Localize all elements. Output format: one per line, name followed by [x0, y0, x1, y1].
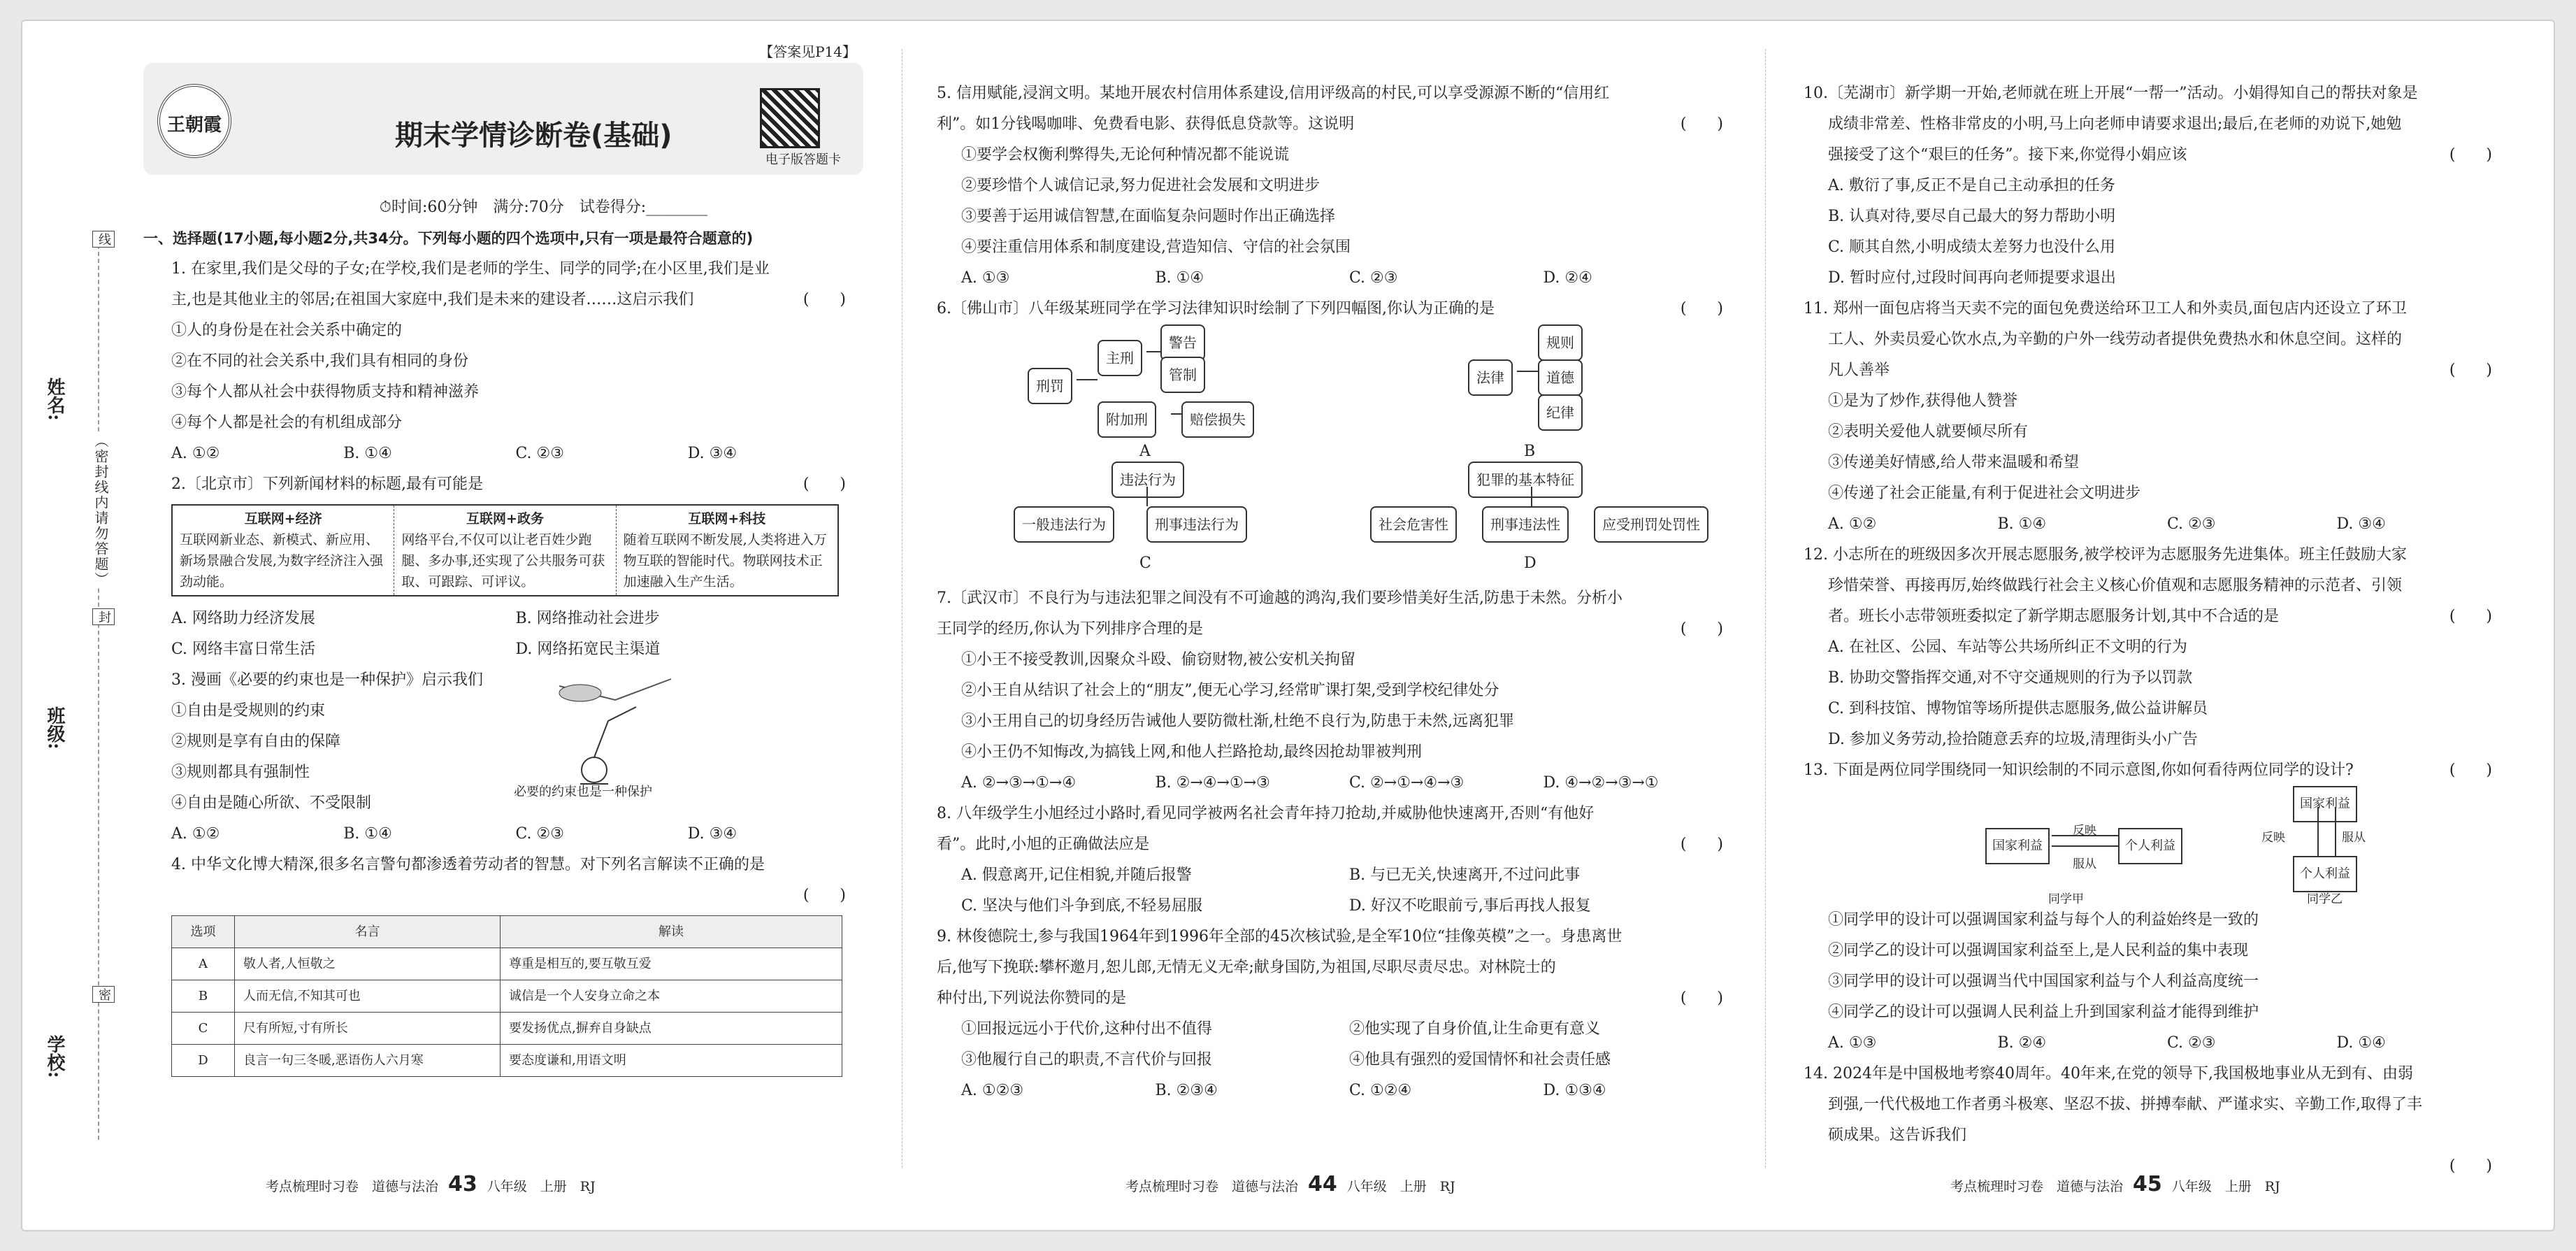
q2-options[interactable]: A. 网络助力经济发展 B. 网络推动社会进步 C. 网络丰富日常生活 D. 网络拓宽民主渠道 — [171, 610, 661, 658]
question-5: 5. 信用赋能,浸润文明。某地开展农村信用体系建设,信用评级高的村民,可以享受源源不断的“信用红 利”。如1分钱喝咖啡、免费看电影、获得低息贷款等。这说明 ( ) ①要学会权衡利弊得失,无论何种情况都不能说谎 ②要珍惜个人诚信记录,努力促进社会发展和文明进步 ③要善于运用诚信智慧,在面临复杂问题时作出正确选择 ④要注重信用体系和制度建设,营造知信、守信的社会氛围 A. ①③ B. ①④ C. ②③ D. ②④ — [937, 78, 1737, 294]
exam-header — [143, 43, 863, 175]
column-2 — [937, 78, 1737, 1106]
question-10: 10.〔芜湖市〕新学期一开始,老师就在班上开展“一帮一”活动。小娟得知自己的帮扶对象是 成绩非常差、性格非常皮的小明,马上向老师申请要求退出;最后,在老师的劝说下,她勉 强接受了这个“艰巨的任务”。接下来,你觉得小娟应该 ( ) A. 敷衍了事,反正不是自己主动承担的任务 B. 认真对待,要尽自己最大的努力帮助小明 C. 顺其自然,小明成绩太差努力也没什么用 D. 暂时应付,过段时间再向老师提要求退出 — [1804, 85, 2492, 287]
seal-mark-feng: 封 — [92, 608, 115, 625]
q11-options[interactable]: A. ①② B. ①④ C. ②③ D. ③④ — [1828, 515, 2386, 533]
q2-material-box: 互联网+经济 互联网新业态、新模式、新应用、新场景融合发展,为数字经济注入强劲动能。 互联网+政务 网络平台,不仅可以让老百姓少跑腿、多办事,还实现了公共服务可获取、可跟踪、可评议。 互联网+科技 随着互联网不断发展,人类将进入万物互联的智能时代。物联网技术正加速融入生产生活。 — [171, 504, 839, 596]
section-title: 一、选择题(17小题,每小题2分,共34分。下列每小题的四个选项中,只有一项是最符合题意的) — [143, 230, 754, 247]
question-11: 11. 郑州一面包店将当天卖不完的面包免费送给环卫工人和外卖员,面包店内还设立了环卫 工人、外卖员爱心饮水点,为辛勤的户外一线劳动者提供免费热水和休息空间。这样的 凡人善举 ( ) ①是为了炒作,获得他人赞誉 ②表明关爱他人就要倾尽所有 ③传递美好情感,给人带来温暖和希望 ④传递了社会正能量,有利于促进社会文明进步 A. ①② B. ①④ C. ②③ D. ③④ — [1804, 294, 2506, 540]
name-label: 姓名: — [44, 378, 65, 421]
exam-title: 期末学情诊断卷(基础) — [395, 120, 672, 152]
column-3 — [1804, 78, 2506, 1182]
question-1: 1. 在家里,我们是父母的子女;在学校,我们是老师的学生、同学的同学;在小区里,我们是业 主,也是其他业主的邻居;在祖国大家庭中,我们是未来的建设者……这启示我们 ( ) ①人的身份是在社会关系中确定的 ②在不同的社会关系中,我们具有相同的身份 ③每个人都从社会中获得物质支持和精神滋养 ④每个人都是社会的有机组成部分 A. ①② B. ①④ C. ②③ D. ③④ — [143, 254, 860, 469]
q9-options[interactable]: A. ①②③ B. ②③④ C. ①②④ D. ①③④ — [961, 1082, 1606, 1099]
cartoon-caption: 必要的约束也是一种保护 — [514, 785, 652, 799]
question-13: 13. 下面是两位同学围绕同一知识绘制的不同示意图,你如何看待两位同学的设计? ( ) 国家利益 个人利益 反映 服从 同学甲 国家利益 个人利益 反映 服从 同学乙 ①同学甲的设计可以强调国家利益与每个人的利益始终是一致的 ②同学乙的设计可以强调国家利益至上,是人民利益的集中表现 ③同学甲的设计可以强调当代中国国家利益与个人利益高度统一 ④同学乙的设计可以强调人民利益上升到国家利益才能得到维护 A. ①③ B. ②④ C. ②③ D. ①④ — [1804, 755, 2506, 1059]
class-label: 班级: — [44, 706, 65, 750]
qr-label: 电子版答题卡 — [765, 152, 841, 167]
question-8: 8. 八年级学生小旭经过小路时,看见同学被两名社会青年持刀抢劫,并威胁他快速离开,否则“有他好 看”。此时,小旭的正确做法应是 ( ) A. 假意离开,记住相貌,并随后报警 B. 与已无关,快速离开,不过问此事 C. 坚决与他们斗争到底,不轻易屈服 D. 好汉不吃眼前亏,事后再找人报复 — [937, 799, 1737, 922]
q1-options[interactable]: A. ①② B. ①④ C. ②③ D. ③④ — [171, 445, 737, 462]
brand-logo: 王朝霞 — [157, 84, 231, 158]
q7-options[interactable]: A. ②→③→①→④ B. ②→④→①→③ C. ②→①→④→③ D. ④→②→③→① — [961, 774, 1659, 792]
school-label: 学校: — [44, 1035, 65, 1078]
question-14: 14. 2024年是中国极地考察40周年。40年来,在党的领导下,我国极地事业从无到有、由弱 到强,一代代极地工作者勇斗极寒、坚忍不拔、拼搏奉献、严谨求实、辛勤工作,取得了丰 硕成果。这告诉我们 ( ) — [1804, 1065, 2492, 1175]
seal-warning: （密封线内请勿答题） — [91, 434, 111, 587]
footer-page-45: 考点梳理时习卷 道德与法治 45 八年级 上册 RJ — [1950, 1172, 2280, 1196]
seal-sidebar — [42, 231, 126, 1140]
question-2: 2.〔北京市〕下列新闻材料的标题,最有可能是 ( ) — [171, 476, 846, 493]
qr-code-icon[interactable] — [760, 88, 820, 148]
q13-diagrams: 国家利益 个人利益 反映 服从 同学甲 国家利益 个人利益 反映 服从 同学乙 — [1804, 786, 2506, 905]
answer-reference: 【答案见P14】 — [759, 43, 856, 60]
footer-page-43: 考点梳理时习卷 道德与法治 43 八年级 上册 RJ — [266, 1172, 596, 1196]
q6-diagrams: 刑罚 主刑 警告 管制 附加刑 赔偿损失 A 法律 规则 道德 纪律 B 违法行为 一般违法行为 刑事违法行为 C 犯罪的基本特征 社会危害性 刑事违法性 应受刑罚处罚性 D — [937, 324, 1737, 583]
q5-options[interactable]: A. ①③ B. ①④ C. ②③ D. ②④ — [961, 269, 1592, 287]
q13-options[interactable]: A. ①③ B. ②④ C. ②③ D. ①④ — [1828, 1034, 2386, 1052]
q4-table: 选项 名言 解读 A 敬人者,人恒敬之 尊重是相互的,要互敬互爱 B 人而无信,不知其可也 诚信是一个人安身立命之本 C 尺有所短,寸有所长 要发扬优点,摒弃自身缺点 D 良言一句三冬暖,恶语伤人六月寒 要态度谦和,用语文明 — [171, 915, 842, 1077]
q3-options[interactable]: A. ①② B. ①④ C. ②③ D. ③④ — [171, 825, 737, 843]
seal-mark-xian: 线 — [92, 231, 115, 248]
column-1 — [143, 192, 860, 1077]
column-divider — [1765, 49, 1766, 1168]
q8-options[interactable]: A. 假意离开,记住相貌,并随后报警 B. 与已无关,快速离开,不过问此事 — [961, 866, 1581, 884]
question-3: 3. 漫画《必要的约束也是一种保护》启示我们 ①自由是受规则的约束 ②规则是享有自由的保障 ③规则都具有强制性 ④自由是随心所欲、不受限制 必要的约束也是一种保护 A. ①② B. ①④ C. ②③ D. ③④ — [143, 665, 860, 850]
footer-page-44: 考点梳理时习卷 道德与法治 44 八年级 上册 RJ — [1125, 1172, 1455, 1196]
question-6: 6.〔佛山市〕八年级某班同学在学习法律知识时绘制了下列四幅图,你认为正确的是 ( ) 刑罚 主刑 警告 管制 附加刑 赔偿损失 A 法律 规则 道德 纪律 B 违法行为 一般违法行为 刑事违法行为 C 犯罪的基本特征 社会危害性 刑事违法性 应受刑罚处罚性 D — [937, 294, 1737, 583]
exam-meta: ⏱时间:60分钟 满分:70分 试卷得分:________ — [379, 199, 708, 216]
question-4: 4. 中华文化博大精深,很多名言警句都渗透着劳动者的智慧。对下列名言解读不正确的是 ( ) — [171, 856, 846, 904]
question-7: 7.〔武汉市〕不良行为与违法犯罪之间没有不可逾越的鸿沟,我们要珍惜美好生活,防患于未然。分析小 王同学的经历,你认为下列排序合理的是 ( ) ①小王不接受教训,因聚众斗殴、偷窃财物,被公安机关拘留 ②小王自从结识了社会上的“朋友”,便无心学习,经常旷课打架,受到学校纪律处分 ③小王用自己的切身经历告诫他人要防微杜渐,杜绝不良行为,防患于未然,远离犯罪 ④小王仍不知悔改,为搞钱上网,和他人拦路抢劫,最终因抢劫罪被判刑 A. ②→③→①→④ B. ②→④→①→③ C. ②→①→④→③ D. ④→②→③→① — [937, 583, 1737, 799]
question-12: 12. 小志所在的班级因多次开展志愿服务,被学校评为志愿服务先进集体。班主任鼓励大家 珍惜荣誉、再接再厉,始终做践行社会主义核心价值观和志愿服务精神的示范者、引领 者。班长小志带领班委拟定了新学期志愿服务计划,其中不合适的是 ( ) A. 在社区、公园、车站等公共场所纠正不文明的行为 B. 协助交警指挥交通,对不守交通规则的行为予以罚款 C. 到科技馆、博物馆等场所提供志愿服务,做公益讲解员 D. 参加义务劳动,捡拾随意丢弃的垃圾,清理街头小广告 — [1804, 546, 2492, 748]
question-9: 9. 林俊德院士,参与我国1964年到1996年全部的45次核试验,是全军10位“挂像英模”之一。身患离世 后,他写下挽联:攀杯邀月,恕儿郎,无情无义无牵;献身国防,为祖国,尽职尽责尽忠。对林院士的 种付出,下列说法你赞同的是 ( ) ①回报远远小于代价,这种付出不值得 ②他实现了自身价值,让生命更有意义 ③他履行自己的职责,不言代价与回报 ④他具有强烈的爱国情怀和社会责任感 A. ①②③ B. ②③④ C. ①②④ D. ①③④ — [937, 922, 1737, 1106]
seal-mark-mi: 密 — [92, 986, 115, 1003]
seal-line — [98, 231, 99, 1140]
